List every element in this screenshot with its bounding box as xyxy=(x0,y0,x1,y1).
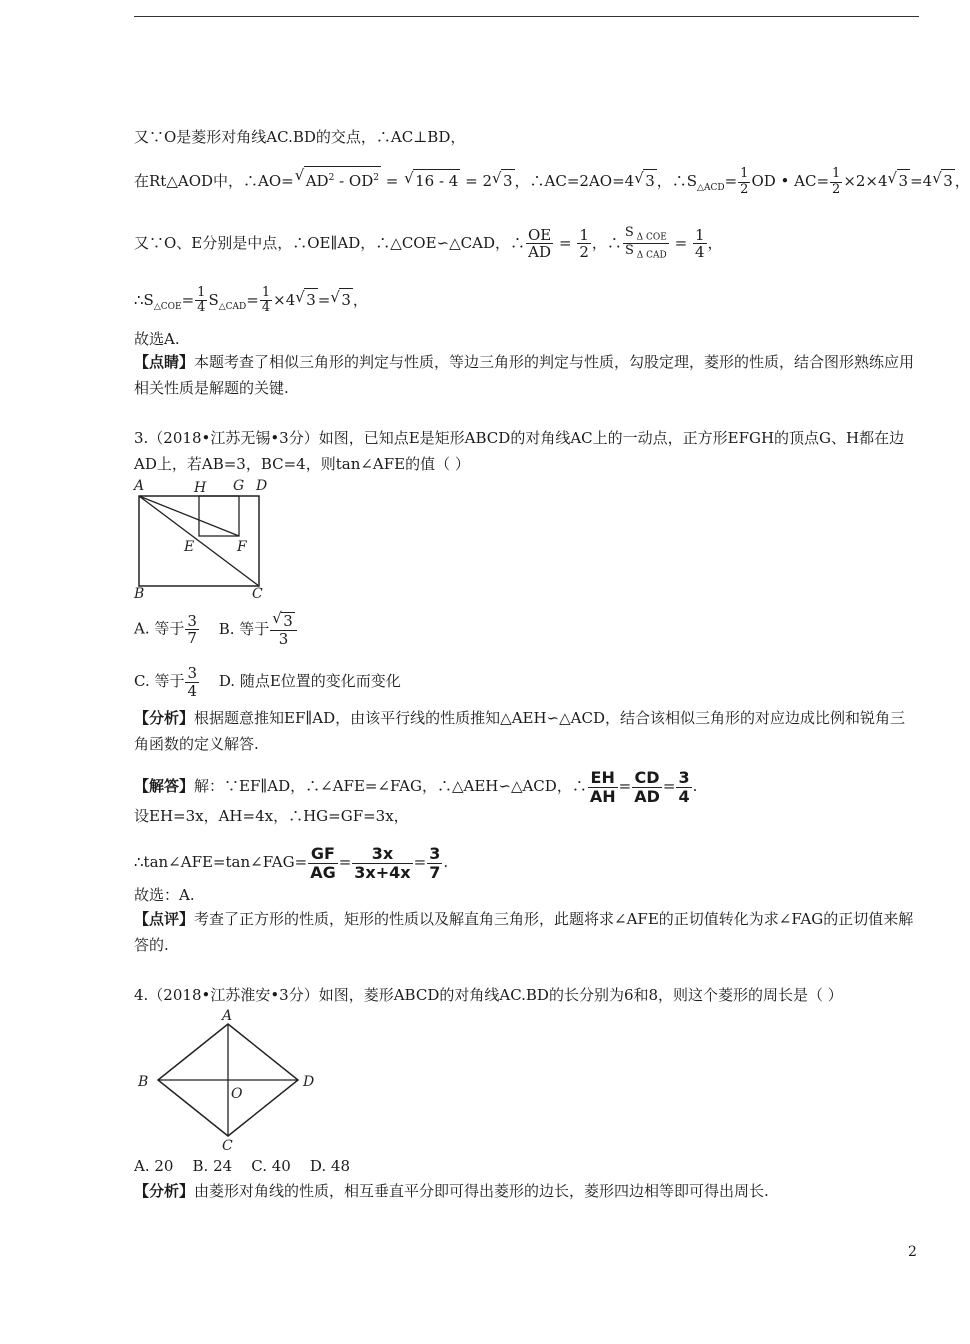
text-line: 故选：A. xyxy=(134,886,195,904)
fraction: $\frac{3}{4}$ xyxy=(678,768,690,806)
label-A: A xyxy=(222,1008,233,1024)
options-line xyxy=(134,665,401,699)
label-F: F xyxy=(237,539,247,555)
sqrt: √ 3 xyxy=(897,169,911,192)
fraction: $\frac{1}{2}$ xyxy=(740,166,749,197)
review-paragraph: 【点评】考查了正方形的性质，矩形的性质以及解直角三角形，此题将求∠AFE的正切值转化为求∠FAG的正切值来解答的. xyxy=(134,910,914,954)
fraction: $\frac{CD}{AD}$ xyxy=(634,768,660,806)
label-D: D xyxy=(303,1074,315,1090)
label-C: C xyxy=(252,586,263,602)
fraction: $\frac{OE}{AD}$ xyxy=(527,225,552,262)
label-D: D xyxy=(256,478,268,494)
option-c: C. 等于 xyxy=(134,672,185,690)
fraction: $\frac{3}{4}$ xyxy=(187,664,198,700)
rhombus-figure xyxy=(130,1004,330,1158)
fraction: $\frac{3x}{3x+4x}$ xyxy=(354,844,411,882)
fraction: $\frac{S _{\Delta COE}}{S _{\Delta CAD}}$ xyxy=(624,225,667,262)
analysis-paragraph: 【分析】根据题意推知EF∥AD，由该平行线的性质推知△AEH∽△ACD，结合该相似三角形的对应边成比例和锐角三角函数的定义解答. xyxy=(134,709,906,753)
sqrt: √ 3 xyxy=(643,169,657,192)
comment-paragraph: 【点睛】本题考查了相似三角形的判定与性质，等边三角形的判定与性质，勾股定理，菱形的性质，结合图形熟练应用相关性质是解题的关键. xyxy=(134,353,915,397)
fraction: $\frac{1}{2}$ xyxy=(579,225,589,262)
fraction: $\frac{1}{4}$ xyxy=(261,285,271,316)
sqrt: √ 16 - 4 xyxy=(413,169,460,192)
page-number: 2 xyxy=(908,1244,917,1260)
question-3: 3.（2018•江苏无锡•3分）如图，已知点E是矩形ABCD的对角线AC上的一动点，正方形EFGH的顶点G、H都在边AD上，若AB=3，BC=4，则tan∠AFE的值（ ） xyxy=(134,429,905,473)
label-B: B xyxy=(134,586,145,602)
fraction: $\frac{GF}{AG}$ xyxy=(310,844,336,882)
sqrt: √ 3 xyxy=(304,288,318,311)
option-b: B. 等于 xyxy=(218,619,270,638)
sqrt: √ $AD^2 - OD^2$ xyxy=(304,166,381,192)
label-O: O xyxy=(231,1086,243,1102)
sqrt: √ 3 xyxy=(941,169,955,192)
options-line: A. 20 B. 24 C. 40 D. 48 xyxy=(134,1157,350,1175)
fraction: $\frac{EH}{AH}$ xyxy=(589,768,616,806)
solution-line: 【解答】解：∵EF∥AD，∴∠AFE=∠FAG，∴△AEH∽△ACD，∴ $\frac{EH}{AH}$ = $\frac{CD}{AD}$ = $\frac{3}{4}$ . xyxy=(134,768,698,806)
fraction: $\frac{3}{7}$ xyxy=(187,611,197,647)
text-line: 又∵O是菱形对角线AC.BD的交点，∴AC⊥BD， xyxy=(134,128,466,146)
text: 在Rt△AOD中，∴AO= xyxy=(134,172,294,190)
math-line: 又∵O、E分别是中点，∴OE∥AD，∴△COE∽△CAD，∴ $\frac{OE}{AD}$ = $\frac{1}{2}$ ，∴ $\frac{S _{\Delta COE}}{S _{\Delta CAD}}$ = $\frac{1}{4}$ ， xyxy=(134,225,723,262)
label-A: A xyxy=(134,478,145,494)
option-d: D. 随点E位置的变化而变化 xyxy=(218,672,401,690)
rectangle-figure xyxy=(130,476,280,604)
label-E: E xyxy=(184,539,195,555)
option-a: A. 等于 xyxy=(134,619,185,638)
label-G: G xyxy=(233,478,245,494)
math-line: 在Rt△AOD中，∴AO=√ $AD^2 - OD^2$ = √ 16 - 4 = 2√ 3 ，∴AC=2AO=4√ 3 ，$\therefore S_{\triangle ACD}=$ $\frac{1}{2}$ OD • AC= $\frac{1}{2}$ ×2×4√ 3 =4√ 3 ， xyxy=(134,166,970,199)
label-H: H xyxy=(194,480,207,496)
fraction: $\frac{1}{2}$ xyxy=(832,166,841,197)
label-B: B xyxy=(138,1074,149,1090)
text-line: 故选A. xyxy=(134,330,180,348)
fraction: √ $\frac{3}{3}$ xyxy=(270,612,297,647)
sqrt: √ 3 xyxy=(501,169,515,192)
options-line xyxy=(134,612,298,647)
math-line: $\therefore S_{\triangle COE}=$ $\frac{1}{4}$ $S_{\triangle CAD}=$ $\frac{1}{4}$ ×4√ 3 =√ 3 ， xyxy=(134,286,368,318)
math-line: ∴tan∠AFE=tan∠FAG= $\frac{GF}{AG}$ = $\frac{3x}{3x+4x}$ = $\frac{3}{7}$ . xyxy=(134,844,449,882)
fraction: $\frac{1}{4}$ xyxy=(197,285,206,316)
text: ，∴AC=2AO=4 xyxy=(514,172,635,190)
text-line: 设EH=3x，AH=4x，∴HG=GF=3x， xyxy=(134,807,409,825)
header-rule xyxy=(134,16,919,17)
question-4: 4.（2018•江苏淮安•3分）如图，菱形ABCD的对角线AC.BD的长分别为6和8，则这个菱形的周长是（ ） xyxy=(134,986,843,1004)
sqrt: √ 3 xyxy=(339,288,353,311)
label-C: C xyxy=(222,1138,233,1154)
fraction: $\frac{3}{7}$ xyxy=(429,844,441,882)
analysis-paragraph: 【分析】由菱形对角线的性质，相互垂直平分即可得出菱形的边长，菱形四边相等即可得出周长. xyxy=(134,1182,769,1200)
fraction: $\frac{1}{4}$ xyxy=(694,225,705,262)
